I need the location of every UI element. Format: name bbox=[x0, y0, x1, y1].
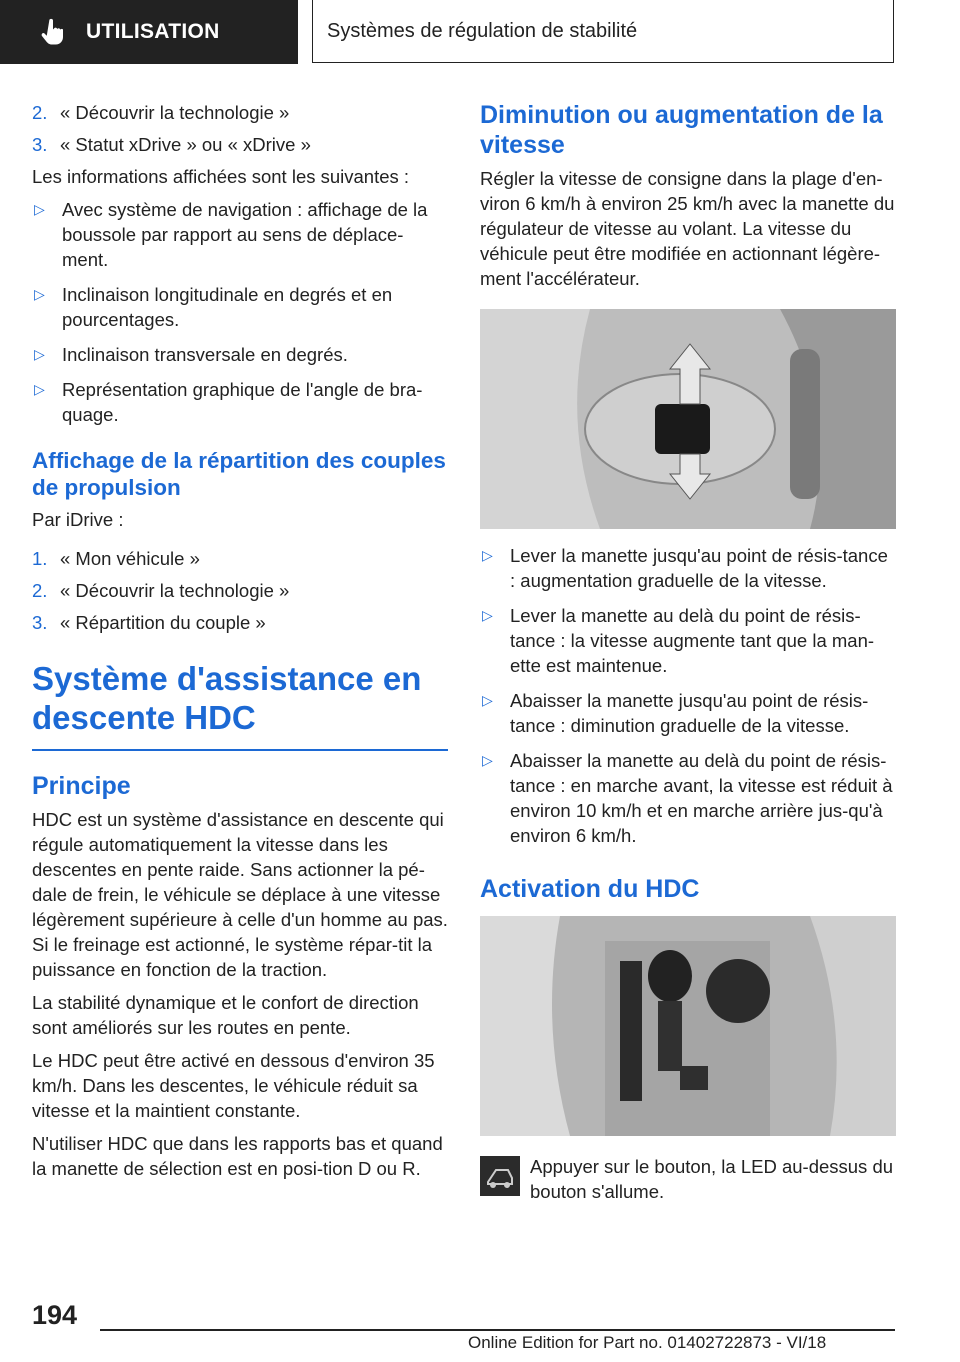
heading-vitesse: Diminution ou augmentation de la vitesse bbox=[480, 101, 883, 159]
footer-rule bbox=[100, 1329, 895, 1331]
heading-couples: Affichage de la répartition des couples de propulsion bbox=[32, 448, 446, 500]
bullet-item: ▷ Abaisser la manette jusqu'au point de résis-tance : diminution graduelle de la vitesse. bbox=[482, 690, 869, 736]
triangle-right-icon: ▷ bbox=[482, 692, 493, 708]
paragraph: N'utiliser HDC que dans les rapports bas et quand la manette de sélection est en posi-tion D ou R. bbox=[32, 1132, 443, 1179]
hdc-instruction-text: Appuyer sur le bouton, la LED au-dessus du bouton s'allume. bbox=[530, 1156, 894, 1202]
list-item: 3. « Statut xDrive » ou « xDrive » bbox=[32, 134, 311, 155]
bullet-item: ▷ Représentation graphique de l'angle de bra-quage. bbox=[34, 379, 423, 425]
list-item: 2. « Découvrir la technologie » bbox=[32, 102, 290, 123]
heading-hdc: Système d'assistance en descente HDC bbox=[32, 660, 422, 736]
edition-text: Online Edition for Part no. 01402722873 - VI/18 bbox=[468, 1333, 827, 1352]
intro-text: Les informations affichées sont les suivantes : bbox=[32, 166, 410, 187]
triangle-right-icon: ▷ bbox=[482, 752, 493, 768]
page-number: 194 bbox=[32, 1300, 78, 1330]
paragraph: HDC est un système d'assistance en descente qui régule automatiquement la vitesse dans les descentes en pente raide. Sans actionner la pé-dale de frein, le véhicule se déplace à une vitesse légèrement supérieure à celle d'un homme au pas. Si le freinage est actionné, le système répar-tit la puissance en fonction de la traction. bbox=[32, 808, 448, 980]
bullet-item: ▷ Lever la manette jusqu'au point de résis-tance : augmentation graduelle de la vitesse. bbox=[482, 545, 888, 591]
idrive-label: Par iDrive : bbox=[32, 509, 124, 530]
left-column bbox=[32, 100, 448, 1189]
bullet-item: ▷ Lever la manette au delà du point de résis-tance : la vitesse augmente tant que la man-ette est maintenue. bbox=[482, 605, 875, 676]
hdc-button-icon bbox=[480, 1156, 520, 1196]
triangle-right-icon: ▷ bbox=[482, 547, 493, 563]
hand-pointer-icon bbox=[38, 17, 68, 47]
list-item: 2. « Découvrir la technologie » bbox=[32, 580, 290, 601]
center-console-photo bbox=[480, 916, 896, 1136]
triangle-right-icon: ▷ bbox=[34, 286, 45, 302]
steering-wheel-photo bbox=[480, 309, 896, 529]
header-section-label: UTILISATION bbox=[86, 20, 220, 43]
hdc-instruction bbox=[480, 1154, 896, 1204]
bullet-item: ▷ Abaisser la manette au delà du point de résis-tance : en marche avant, la vitesse est réduit à environ 10 km/h et en marche arrière jus-qu'à environ 6 km/h. bbox=[482, 750, 893, 846]
paragraph: Le HDC peut être activé en dessous d'environ 35 km/h. Dans les descentes, le véhicule réduit sa vitesse et la maintient constante. bbox=[32, 1049, 435, 1121]
list-item: 1. « Mon véhicule » bbox=[32, 548, 200, 569]
triangle-right-icon: ▷ bbox=[34, 201, 45, 217]
triangle-right-icon: ▷ bbox=[34, 381, 45, 397]
list-item: 3. « Répartition du couple » bbox=[32, 612, 266, 633]
bullet-item: ▷ Inclinaison transversale en degrés. bbox=[34, 344, 348, 365]
heading-activation: Activation du HDC bbox=[480, 875, 700, 903]
heading-principe: Principe bbox=[32, 771, 131, 800]
paragraph: Régler la vitesse de consigne dans la plage d'en-viron 6 km/h à environ 25 km/h avec la manette du régulateur de vitesse au volant. La vitesse du véhicule peut être modifiée en actionnant légère-ment l'accélérateur. bbox=[480, 168, 895, 289]
paragraph: La stabilité dynamique et le confort de direction sont améliorés sur les routes en pente. bbox=[32, 991, 419, 1038]
header-title: Systèmes de régulation de stabilité bbox=[312, 0, 894, 63]
right-column bbox=[480, 100, 896, 1204]
bullet-item: ▷ Avec système de navigation : affichage de la boussole par rapport au sens de déplace-ment. bbox=[34, 199, 428, 270]
triangle-right-icon: ▷ bbox=[34, 346, 45, 362]
bullet-item: ▷ Inclinaison longitudinale en degrés et en pourcentages. bbox=[34, 284, 393, 330]
triangle-right-icon: ▷ bbox=[482, 607, 493, 623]
heading-rule bbox=[32, 749, 448, 751]
header-section-tab bbox=[0, 0, 298, 64]
